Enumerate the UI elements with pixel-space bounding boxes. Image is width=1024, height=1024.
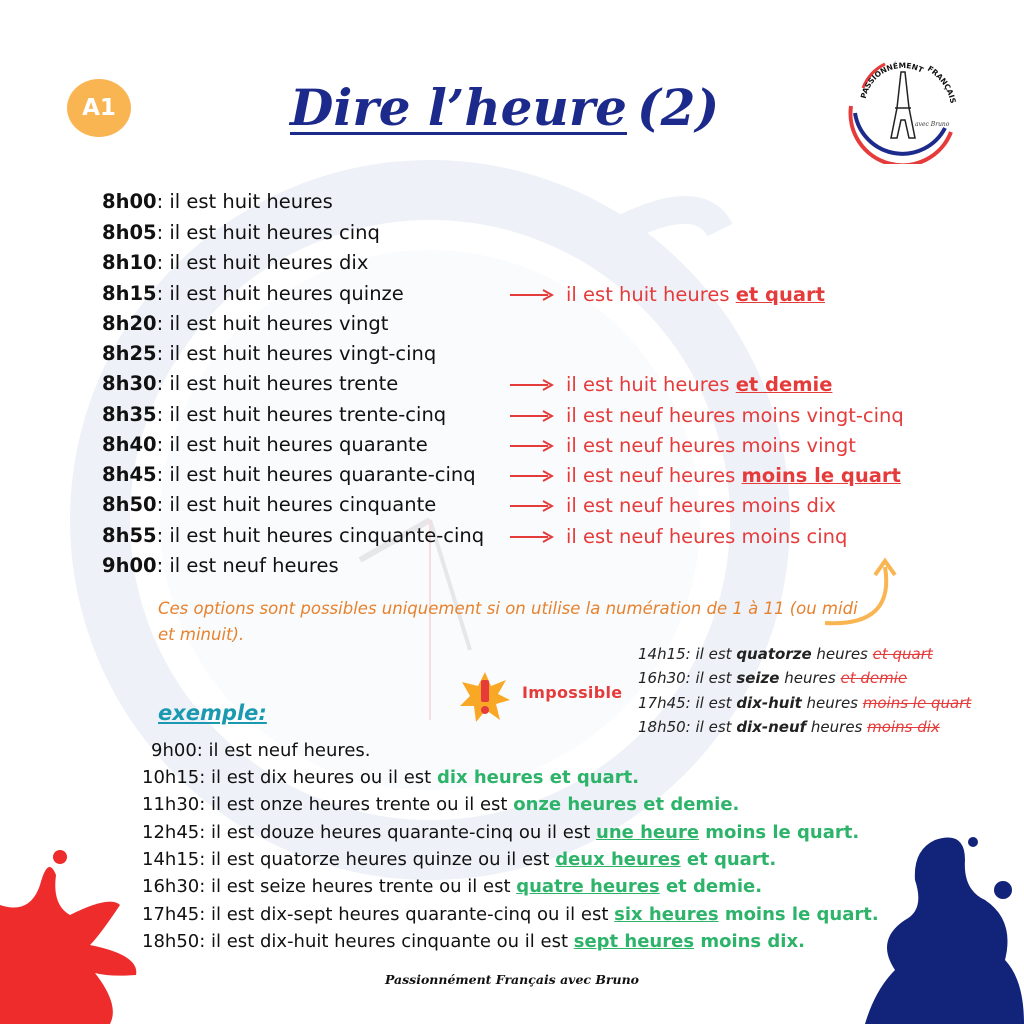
example-line: 11h30: il est onze heures trente ou il est onze heures et demie. bbox=[142, 794, 740, 815]
impossible-example: 16h30: il est seize heures et demie bbox=[638, 669, 908, 687]
alternative-phrase: il est neuf heures moins vingt bbox=[566, 434, 856, 457]
alternative-phrase: il est neuf heures moins dix bbox=[566, 494, 836, 517]
svg-text:FRANÇAIS bbox=[926, 64, 958, 104]
time-row: 8h45: il est huit heures quarante-cinq bbox=[102, 463, 476, 486]
example-line: 9h00: il est neuf heures. bbox=[151, 740, 371, 761]
brand-logo bbox=[845, 48, 961, 164]
arrow-right-icon bbox=[510, 531, 554, 543]
example-line: 17h45: il est dix-sept heures quarante-cinq ou il est six heures moins le quart. bbox=[142, 904, 879, 925]
time-row: 8h15: il est huit heures quinze bbox=[102, 282, 404, 305]
time-row: 8h55: il est huit heures cinquante-cinq bbox=[102, 524, 485, 547]
page-title bbox=[290, 78, 719, 137]
example-line: 12h45: il est douze heures quarante-cinq ou il est une heure moins le quart. bbox=[142, 822, 860, 843]
blue-paint-splash bbox=[865, 830, 1024, 1024]
time-row: 8h05: il est huit heures cinq bbox=[102, 221, 380, 244]
logo-top-text: PASSIONNÉMENT bbox=[858, 60, 925, 100]
time-row: 8h25: il est huit heures vingt-cinq bbox=[102, 342, 437, 365]
time-row: 8h40: il est huit heures quarante bbox=[102, 433, 428, 456]
time-row: 9h00: il est neuf heures bbox=[102, 554, 339, 577]
time-row: 8h20: il est huit heures vingt bbox=[102, 312, 389, 335]
alternative-phrase: il est huit heures et demie bbox=[566, 373, 833, 396]
impossible-label: Impossible bbox=[522, 683, 623, 702]
time-row: 8h00: il est huit heures bbox=[102, 190, 333, 213]
arrow-right-icon bbox=[510, 379, 554, 391]
footer-signature: Passionnément Français avec Bruno bbox=[384, 972, 640, 987]
alternative-phrase: il est neuf heures moins vingt-cinq bbox=[566, 404, 904, 427]
example-line: 16h30: il est seize heures trente ou il est quatre heures et demie. bbox=[142, 876, 763, 897]
red-paint-splash bbox=[0, 845, 150, 1024]
example-line: 14h15: il est quatorze heures quinze ou il est deux heures et quart. bbox=[142, 849, 777, 870]
alternative-phrase: il est neuf heures moins cinq bbox=[566, 525, 848, 548]
svg-text:PASSIONNÉMENT bbox=[859, 61, 926, 99]
time-row: 8h30: il est huit heures trente bbox=[102, 372, 399, 395]
alternative-phrase: il est neuf heures moins le quart bbox=[566, 464, 901, 487]
logo-sub-text: avec Bruno bbox=[915, 121, 950, 128]
example-heading: exemple: bbox=[158, 701, 267, 725]
arrow-right-icon bbox=[510, 440, 554, 452]
time-row: 8h10: il est huit heures dix bbox=[102, 251, 369, 274]
example-line: 18h50: il est dix-huit heures cinquante ou il est sept heures moins dix. bbox=[142, 931, 805, 952]
impossible-example: 14h15: il est quatorze heures et quart bbox=[638, 645, 933, 663]
arrow-right-icon bbox=[510, 470, 554, 482]
impossible-example: 17h45: il est dix-huit heures moins le quart bbox=[638, 694, 972, 712]
time-row: 8h50: il est huit heures cinquante bbox=[102, 493, 437, 516]
impossible-example: 18h50: il est dix-neuf heures moins dix bbox=[638, 718, 940, 736]
usage-note: Ces options sont possibles uniquement si on utilise la numération de 1 à 11 (ou midi et minuit). bbox=[158, 599, 858, 644]
example-line: 10h15: il est dix heures ou il est dix heures et quart. bbox=[142, 767, 640, 788]
arrow-right-icon bbox=[510, 410, 554, 422]
arrow-right-icon bbox=[510, 289, 554, 301]
logo-right-text: FRANÇAIS bbox=[925, 64, 958, 105]
warning-icon bbox=[458, 670, 512, 724]
arrow-right-icon bbox=[510, 500, 554, 512]
alternative-phrase: il est huit heures et quart bbox=[566, 283, 825, 306]
level-badge: A1 bbox=[67, 79, 131, 137]
title-text: Dire l’heure bbox=[290, 78, 627, 137]
time-row: 8h35: il est huit heures trente-cinq bbox=[102, 403, 447, 426]
title-number: (2) bbox=[637, 78, 720, 137]
